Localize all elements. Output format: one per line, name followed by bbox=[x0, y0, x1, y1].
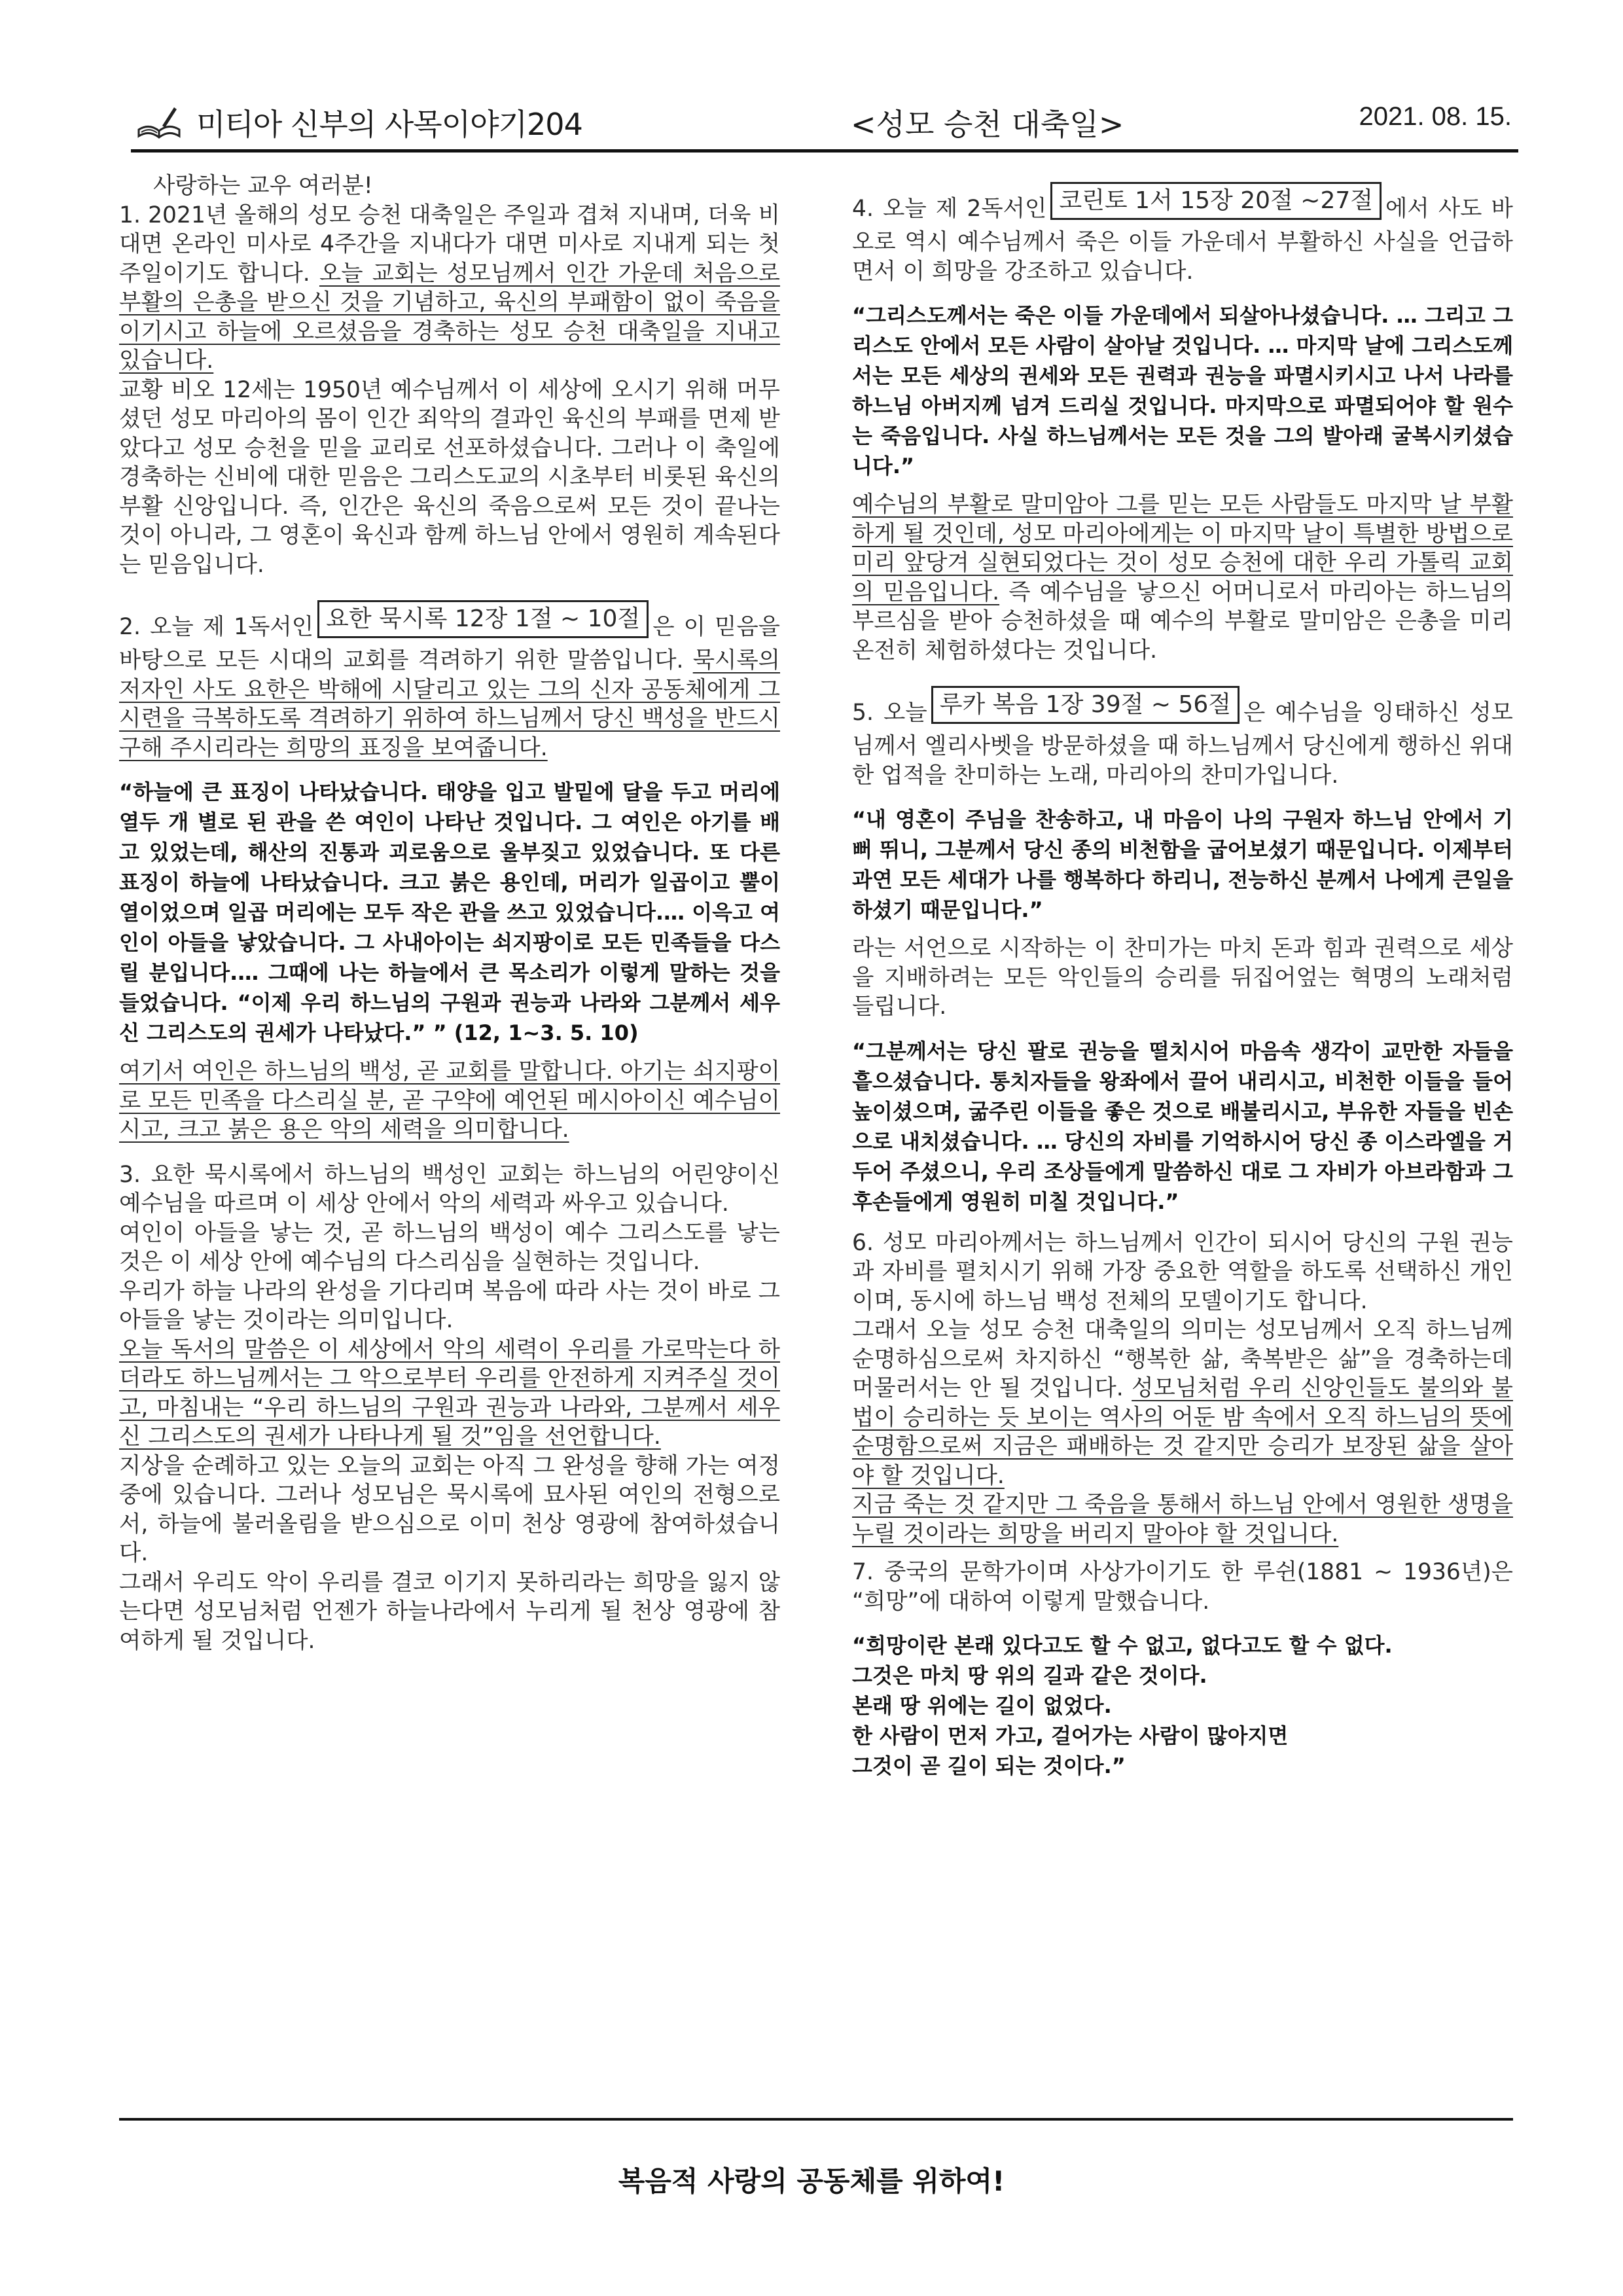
section-5-text: 성모님께서 엘리사벳을 방문하셨을 때 하느님께서 당신에게 행하신 위대한 업적을 찬미하는 노래, 마리아의 찬미가입니다. bbox=[852, 700, 1513, 789]
left-column bbox=[119, 171, 780, 1655]
section-3-c: 우리가 하늘 나라의 완성을 기다리며 복음에 따라 사는 것이 바로 그 아들을 낳는 것이라는 의미입니다. bbox=[119, 1278, 780, 1333]
reading-1-reference: 요한 묵시록 12장 1절 ~ 10절 bbox=[317, 600, 649, 638]
section-6-underlined-2: 지금 죽는 것 같지만 그 죽음을 통해서 하느님 안에서 영원한 생명을 누릴 것이라는 희망을 버리지 말아야 할 것입니다. bbox=[852, 1492, 1513, 1547]
reading-1-quote: “하늘에 큰 표징이 나타났습니다. 태양을 입고 발밑에 달을 두고 머리에 열두 개 별로 된 관을 쓴 여인이 나타난 것입니다. 그 여인은 아기를 배고 있었는데, 해산의 진통과 괴로움으로 울부짖고 있었습니다. 또 다른 표징이 하늘에 나타났습니다. 크고 붉은 용인데, 머리가 일곱이고 뿔이 열이었으며 일곱 머리에는 모두 작은 관을 쓰고 있었습니다.… 이윽고 여인이 아들을 낳았습니다. 그 사내아이는 쇠지팡이로 모든 민족들을 다스릴 분입니다.… 그때에 나는 하늘에서 큰 목소리가 이렇게 말하는 것을 들었습니다. “이제 우리 하느님의 구원과 권능과 나라와 그분께서 세우신 그리스도의 권세가 나타났다.” ” (12, 1~3. 5. 10) bbox=[119, 780, 780, 1045]
greeting: 사랑하는 교우 여러분! bbox=[153, 173, 373, 199]
magnificat-quote-1: “내 영혼이 주님을 찬송하고, 내 마음이 나의 구원자 하느님 안에서 기뻐 뛰니, 그분께서 당신 종의 비천함을 굽어보셨기 때문입니다. 이제부터 과연 모든 세대가 나를 행복하다 하리니, 전능하신 분께서 나에게 큰일을 하셨기 때문입니다.” bbox=[852, 807, 1513, 922]
quote-line: “희망이란 본래 있다고도 할 수 없고, 없다고도 할 수 없다. bbox=[852, 1633, 1393, 1658]
section-2-interpretation: 여기서 여인은 하느님의 백성, 곧 교회를 말합니다. 아기는 쇠지팡이로 모든 민족을 다스리실 분, 곧 구약에 예언된 메시아이신 예수님이시고, 크고 붉은 용은 악의 세력을 의미합니다. bbox=[119, 1058, 780, 1143]
page-header bbox=[131, 97, 1518, 152]
section-3-underlined: 오늘 독서의 말씀은 이 세상에서 악의 세력이 우리를 가로막는다 하더라도 하느님께서는 그 악으로부터 우리를 안전하게 지켜주실 것이고, 마침내는 “우리 하느님의 구원과 권능과 나라와, 그분께서 세우신 그리스도의 권세가 나타나게 될 것”임을 선언합니다. bbox=[119, 1336, 780, 1450]
reading-2-quote: “그리스도께서는 죽은 이들 가운데에서 되살아나셨습니다. … 그리고 그리스도 안에서 모든 사람이 살아날 것입니다. … 마지막 날에 그리스도께서는 모든 세상의 권세와 모든 권력과 권능을 파멸시키시고 나서 나라를 하느님 아버지께 넘겨 드리실 것입니다. 마지막으로 파멸되어야 할 원수는 죽음입니다. 사실 하느님께서는 모든 것을 그의 발아래 굴복시키셨습니다.” bbox=[852, 303, 1513, 478]
section-4-intro-end: 에서 bbox=[1385, 196, 1429, 222]
section-4-text: 사도 바오로 역시 예수님께서 죽은 이들 가운데서 부활하신 사실을 언급하면서 이 희망을 강조하고 있습니다. bbox=[852, 196, 1514, 285]
quote-line: 한 사람이 먼저 가고, 걸어가는 사람이 많아지면 bbox=[852, 1723, 1289, 1748]
open-book-icon bbox=[136, 103, 182, 141]
reading-2-reference: 코린토 1서 15장 20절 ~27절 bbox=[1050, 182, 1382, 220]
section-1-underlined: 오늘 교회는 성모님께서 인간 가운데 처음으로 부활의 은총을 받으신 것을 기념하고, 육신의 부패함이 없이 죽음을 이기시고 하늘에 오르셨음을 경축하는 성모 승천 대축일을 지내고 있습니다. bbox=[119, 260, 781, 374]
quote-line: 본래 땅 위에는 길이 없었다. bbox=[852, 1693, 1112, 1718]
quote-line: 그것은 마치 땅 위의 길과 같은 것이다. bbox=[852, 1663, 1207, 1688]
right-column bbox=[852, 171, 1513, 1790]
section-2 bbox=[119, 605, 781, 762]
feast-title: <성모 승천 대축일> bbox=[851, 107, 1124, 142]
gospel-reference: 루카 복음 1장 39절 ~ 56절 bbox=[931, 686, 1240, 724]
section-4-body bbox=[852, 490, 1513, 665]
section-2-intro: 2. 오늘 제 1독서인 bbox=[119, 614, 314, 640]
footer-divider bbox=[119, 2118, 1513, 2121]
section-6-a: 6. 성모 마리아께서는 하느님께서 인간이 되시어 당신의 구원 권능과 자비를 펼치시기 위해 가장 중요한 역할을 하도록 선택하신 개인이며, 동시에 하느님 백성 전체의 모델이기도 합니다. bbox=[852, 1229, 1513, 1314]
section-4-underlined: 예수님의 부활로 말미암아 그를 믿는 모든 사람들도 마지막 날 부활하게 될 것인데, 성모 마리아에게는 이 마지막 날이 특별한 방법으로 미리 앞당겨 실현되었다는 것이 성모 승천에 대한 우리 가톨릭 교회의 믿음입니다. bbox=[852, 492, 1513, 605]
section-3-d: 지상을 순례하고 있는 오늘의 교회는 아직 그 완성을 향해 가는 여정 중에 있습니다. 그러나 성모님은 묵시록에 묘사된 여인의 전형으로서, 하늘에 불러올림을 받으심으로 이미 천상 영광에 참여하셨습니다. bbox=[119, 1452, 780, 1566]
section-4 bbox=[852, 187, 1514, 286]
section-5-intro-end: 은 예수님을 잉태하신 bbox=[1243, 700, 1460, 726]
section-3-b: 여인이 아들을 낳는 것, 곧 하느님의 백성이 예수 그리스도를 낳는 것은 이 세상 안에 예수님의 다스리심을 실현하는 것입니다. bbox=[119, 1219, 780, 1275]
section-4-intro: 4. 오늘 제 2독서인 bbox=[852, 196, 1047, 222]
series-title: 미티아 신부의 사목이야기204 bbox=[196, 107, 582, 142]
section-6-b bbox=[852, 1316, 1513, 1490]
section-7: 7. 중국의 문학가이며 사상가이기도 한 루쉰(1881 ~ 1936년)은 “희망”에 대하여 이렇게 말했습니다. bbox=[852, 1559, 1513, 1615]
section-2-text: 이 믿음을 바탕으로 모든 시대의 교회를 격려하기 위한 말씀입니다. bbox=[119, 614, 781, 673]
magnificat-quote-2: “그분께서는 당신 팔로 권능을 떨치시어 마음속 생각이 교만한 자들을 흩으셨습니다. 통치자들을 왕좌에서 끌어 내리시고, 비천한 이들을 들어 높이셨으며, 굶주린 이들을 좋은 것으로 배불리시고, 부유한 자들을 빈손으로 내치셨습니다. … 당신의 자비를 기억하시어 당신 종 이스라엘을 거두어 주셨으니, 우리 조상들에게 말씀하신 대로 그 자비가 아브라함과 그 후손들에게 영원히 미칠 것입니다.” bbox=[852, 1038, 1513, 1214]
section-4-text-2: 즉 예수님을 낳으신 어머니로서 마리아는 하느님의 부르심을 받아 승천하셨을 때 예수의 부활로 말미암은 은총을 미리 온전히 체험하셨다는 것입니다. bbox=[852, 579, 1513, 664]
section-5-intro: 5. 오늘 bbox=[852, 700, 927, 726]
section-1-text: 1. 2021년 올해의 성모 승천 대축일은 주일과 겹쳐 지내며, 더욱 비대면 온라인 미사로 4주간을 지내다가 대면 미사로 지내게 되는 첫 주일이기도 합니다. bbox=[119, 202, 780, 287]
section-2-intro-end: 은 bbox=[652, 614, 675, 640]
section-1 bbox=[119, 201, 780, 376]
section-3-a: 3. 요한 묵시록에서 하느님의 백성인 교회는 하느님의 어린양이신 예수님을 따르며 이 세상 안에서 악의 세력과 싸우고 있습니다. bbox=[119, 1161, 780, 1217]
section-2-underlined: 묵시록의 저자인 사도 요한은 박해에 시달리고 있는 그의 신자 공동체에게 그 시련을 극복하도록 격려하기 위하여 하느님께서 당신 백성을 반드시 구해 주시리라는 희망의 표징을 보여줍니다. bbox=[119, 647, 780, 761]
section-6-underlined: 성모님처럼 우리 신앙인들도 불의와 불법이 승리하는 듯 보이는 역사의 어둔 밤 속에서 오직 하느님의 뜻에 순명함으로써 지금은 패배하는 것 같지만 승리가 보장된 삶을 살아야 할 것입니다. bbox=[852, 1375, 1513, 1489]
quote-line: 그것이 곧 길이 되는 것이다.” bbox=[852, 1753, 1126, 1778]
footer-motto: 복음적 사랑의 공동체를 위하여! bbox=[618, 2165, 1005, 2197]
section-1-body: 교황 비오 12세는 1950년 예수님께서 이 세상에 오시기 위해 머무셨던 성모 마리아의 몸이 인간 죄악의 결과인 육신의 부패를 면제 받았다고 성모 승천을 믿을 교리로 선포하셨습니다. 그러나 이 축일에 경축하는 신비에 대한 믿음은 그리스도교의 시초부터 비롯된 육신의 부활 신앙입니다. 즉, 인간은 육신의 죽음으로써 모든 것이 끝나는 것이 아니라, 그 영혼이 육신과 함께 하느님 안에서 영원히 계속된다는 믿음입니다. bbox=[119, 376, 780, 578]
section-5 bbox=[852, 691, 1513, 790]
lu-xun-quote bbox=[852, 1630, 1513, 1781]
section-3-e: 그래서 우리도 악이 우리를 결코 이기지 못하리라는 희망을 잃지 않는다면 성모님처럼 언젠가 하늘나라에서 누리게 될 천상 영광에 참여하게 될 것입니다. bbox=[119, 1569, 780, 1654]
section-5-body: 라는 서언으로 시작하는 이 찬미가는 마치 돈과 힘과 권력으로 세상을 지배하려는 모든 악인들의 승리를 뒤집어엎는 혁명의 노래처럼 들립니다. bbox=[852, 935, 1513, 1020]
section-6-text: 그래서 오늘 성모 승천 대축일의 의미는 성모님께서 오직 하느님께 순명하심으로써 차지하신 “행복한 삶, 축복받은 삶”을 경축하는데 머물러서는 안 될 것입니다. bbox=[852, 1317, 1513, 1401]
issue-date: 2021. 08. 15. bbox=[1359, 102, 1512, 131]
